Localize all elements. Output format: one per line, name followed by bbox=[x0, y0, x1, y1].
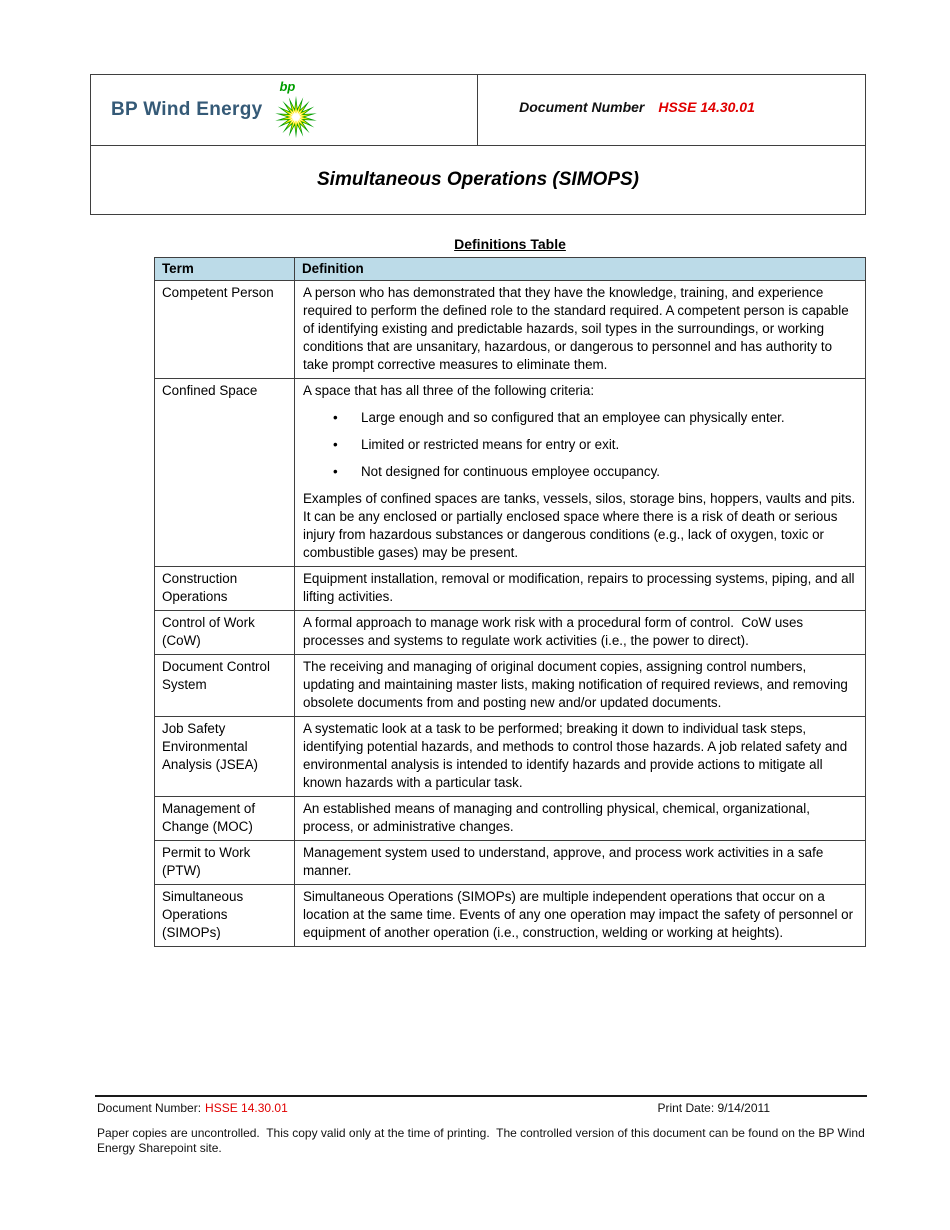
definition-paragraph: An established means of managing and controlling physical, chemical, organizational, process, or administrative changes. bbox=[303, 801, 814, 834]
bp-logo bbox=[274, 81, 322, 139]
definition-cell bbox=[295, 281, 866, 379]
term-cell: Control of Work (CoW) bbox=[155, 611, 295, 655]
header-top-row bbox=[91, 75, 865, 146]
document-number-cell bbox=[478, 75, 865, 145]
bullet-item bbox=[303, 409, 857, 427]
definitions-table-body bbox=[155, 281, 866, 947]
bullet-icon: • bbox=[333, 464, 338, 479]
document-number-label: Document Number bbox=[519, 99, 645, 115]
term-cell: Management of Change (MOC) bbox=[155, 797, 295, 841]
footer-divider bbox=[95, 1095, 867, 1097]
definition-paragraph: A formal approach to manage work risk with a procedural form of control. CoW uses processes and systems to regulate work activities (i.e., the power to direct). bbox=[303, 615, 807, 648]
definition-paragraph: A person who has demonstrated that they have the knowledge, training, and experience required to perform the defined role to the standard required. A competent person is capable of identifying existing and predictable hazards, soil types in the surroundings, or working conditions that are unsanitary, hazardous, or dangerous to personnel and has authority to take prompt corrective measures to eliminate them. bbox=[303, 285, 853, 372]
column-header-definition: Definition bbox=[295, 258, 866, 281]
definition-cell bbox=[295, 885, 866, 947]
bp-helios-icon bbox=[274, 95, 318, 139]
document-header bbox=[90, 74, 866, 215]
definition-paragraph: A systematic look at a task to be performed; breaking it down to individual task steps, identifying potential hazards, and methods to control those hazards. A job related safety and environmental analysis is intended to identify hazards and provide actions to mitigate all known hazards with a particular task. bbox=[303, 721, 851, 790]
definition-paragraph: Examples of confined spaces are tanks, vessels, silos, storage bins, hoppers, vaults and pits. It can be any enclosed or partially enclosed space where there is a risk of death or serious injury from hazardous substances or dangerous conditions (e.g., lack of oxygen, toxic or combustible gases) may be present. bbox=[303, 491, 860, 560]
footer-line bbox=[97, 1101, 867, 1115]
bullet-icon: • bbox=[333, 437, 338, 452]
bp-wind-energy-wordmark: BP Wind Energy bbox=[111, 99, 263, 120]
definition-row bbox=[155, 611, 866, 655]
term-cell: Competent Person bbox=[155, 281, 295, 379]
definition-cell bbox=[295, 611, 866, 655]
definition-row bbox=[155, 841, 866, 885]
bp-wordmark: bp bbox=[279, 79, 296, 94]
term-cell: Simultaneous Operations (SIMOPs) bbox=[155, 885, 295, 947]
definition-row bbox=[155, 655, 866, 717]
bullet-item bbox=[303, 463, 857, 481]
definition-cell bbox=[295, 797, 866, 841]
definition-paragraph: The receiving and managing of original document copies, assigning control numbers, updating and maintaining master lists, making notification of required reviews, and removing obsolete documents from and posting new and/or updated documents. bbox=[303, 659, 852, 710]
definition-paragraph: A space that has all three of the following criteria: bbox=[303, 383, 595, 398]
footer-document-number-label: Document Number: bbox=[97, 1101, 202, 1115]
definition-paragraph: Simultaneous Operations (SIMOPs) are multiple independent operations that occur on a location at the same time. Events of any one operation may impact the safety of personnel or equipment of another operation (i.e., construction, welding or working at heights). bbox=[303, 889, 857, 940]
definition-cell bbox=[295, 655, 866, 717]
definition-row bbox=[155, 567, 866, 611]
term-cell: Job Safety Environmental Analysis (JSEA) bbox=[155, 717, 295, 797]
definitions-table bbox=[154, 257, 866, 947]
term-cell: Construction Operations bbox=[155, 567, 295, 611]
definitions-heading: Definitions Table bbox=[454, 236, 566, 252]
definitions-header-row bbox=[155, 258, 866, 281]
definition-row bbox=[155, 281, 866, 379]
footer-note: Paper copies are uncontrolled. This copy valid only at the time of printing. The controlled version of this document can be found on the BP Wind Energy Sharepoint site. bbox=[97, 1126, 869, 1155]
bullet-text: Large enough and so configured that an employee can physically enter. bbox=[361, 410, 785, 425]
footer-document-number-value: HSSE 14.30.01 bbox=[205, 1101, 288, 1115]
bullet-text: Not designed for continuous employee occupancy. bbox=[361, 464, 660, 479]
term-cell: Permit to Work (PTW) bbox=[155, 841, 295, 885]
bullet-icon: • bbox=[333, 410, 338, 425]
definition-row bbox=[155, 885, 866, 947]
definition-row bbox=[155, 379, 866, 567]
definition-cell bbox=[295, 567, 866, 611]
definitions-section bbox=[154, 236, 866, 947]
column-header-term: Term bbox=[155, 258, 295, 281]
definition-row bbox=[155, 717, 866, 797]
bullet-text: Limited or restricted means for entry or exit. bbox=[361, 437, 620, 452]
definition-paragraph: Equipment installation, removal or modification, repairs to processing systems, piping, and all lifting activities. bbox=[303, 571, 859, 604]
bullet-item bbox=[303, 436, 857, 454]
definition-row bbox=[155, 797, 866, 841]
term-cell: Document Control System bbox=[155, 655, 295, 717]
document-number-value: HSSE 14.30.01 bbox=[658, 99, 755, 115]
definition-cell bbox=[295, 717, 866, 797]
definition-cell bbox=[295, 841, 866, 885]
logo-cell bbox=[91, 75, 478, 145]
definition-paragraph: Management system used to understand, approve, and process work activities in a safe manner. bbox=[303, 845, 828, 878]
term-cell: Confined Space bbox=[155, 379, 295, 567]
footer-print-date: Print Date: 9/14/2011 bbox=[657, 1101, 770, 1115]
definition-cell bbox=[295, 379, 866, 567]
document-title: Simultaneous Operations (SIMOPS) bbox=[317, 169, 639, 190]
